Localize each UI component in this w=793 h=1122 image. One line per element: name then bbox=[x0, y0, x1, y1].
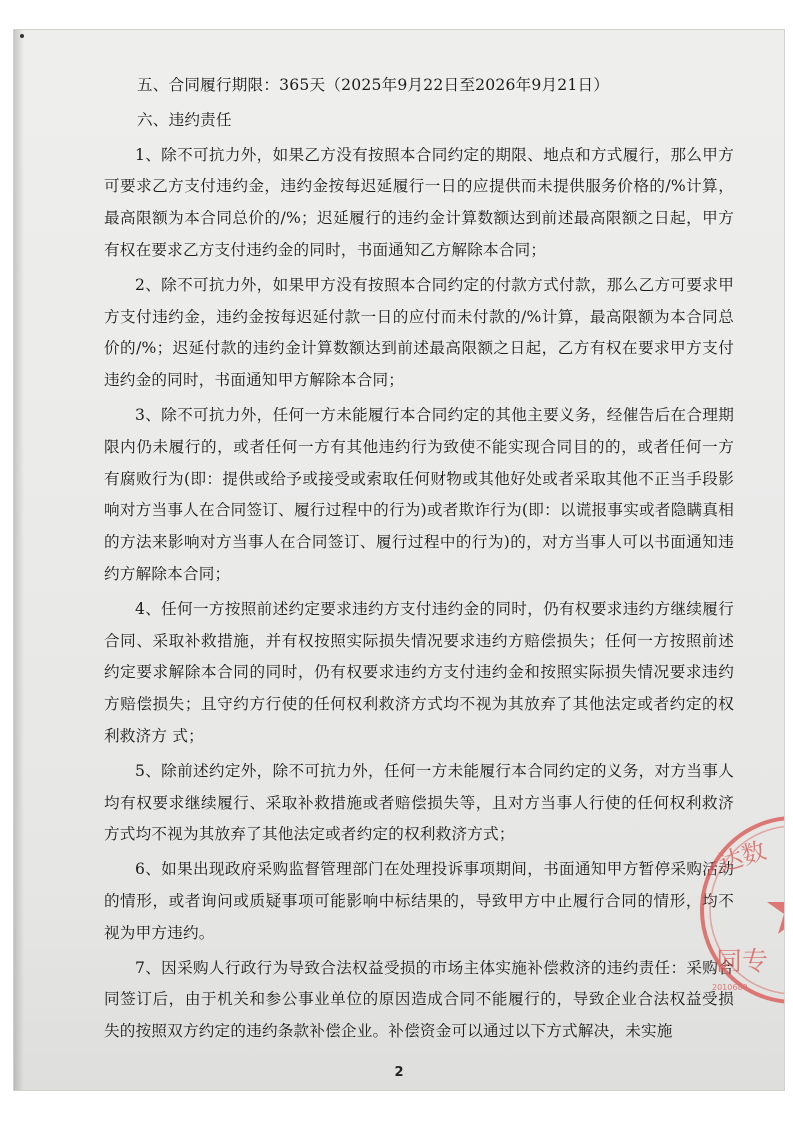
clause-paragraph-2: 2、除不可抗力外，如果甲方没有按照本合同约定的付款方式付款，那么乙方可要求甲方支付违约金，违约金按每迟延付款一日的应付而未付款的/%计算，最高限额为本合同总价的/%；迟延付款的违约金计算数额达到前述最高限额之日起，乙方有权在要求甲方支付违约金的同时，书面通知甲方解除本合同； bbox=[104, 275, 734, 390]
contract-term-heading: 五、合同履行期限：365天（2025年9月22日至2026年9月21日） bbox=[137, 76, 610, 94]
page-number: 2 bbox=[394, 1065, 404, 1080]
clause-paragraph-3: 3、除不可抗力外，任何一方未能履行本合同约定的其他主要义务，经催告后在合理期限内仍未履行的，或者任何一方有其他违约行为致使不能实现合同目的的，或者任何一方有腐败行为(即：提供或给予或接受或索取任何财物或其他好处或者采取其他不正当手段影响对方当事人在合同签订、履行过程中的行为)或者欺诈行为(即：以谎报事实或者隐瞒真相的方法来影响对方当事人在合同签订、履行过程中的行为)的，对方当事人可以书面通知违约方解除本合同； bbox=[104, 405, 734, 583]
clause-paragraph-6: 6、如果出现政府采购监督管理部门在处理投诉事项期间，书面通知甲方暂停采购活动的情形，或者询问或质疑事项可能影响中标结果的，导致甲方中止履行合同的情形，均不视为甲方违约。 bbox=[104, 860, 734, 942]
company-seal-stamp bbox=[694, 810, 784, 1010]
corner-mark bbox=[20, 34, 24, 38]
svg-text:2010680: 2010680 bbox=[712, 983, 748, 992]
clause-paragraph-1: 1、除不可抗力外，如果乙方没有按照本合同约定的期限、地点和方式履行，那么甲方可要求乙方支付违约金，违约金按每迟延履行一日的应提供而未提供服务价格的/%计算，最高限额为本合同总价的/%；迟延履行的违约金计算数额达到前述最高限额之日起，甲方有权在要求乙方支付违约金的同时，书面通知乙方解除本合同； bbox=[104, 145, 734, 259]
breach-liability-heading: 六、违约责任 bbox=[137, 110, 232, 129]
page-edge-shadow bbox=[14, 30, 24, 1090]
document-body bbox=[104, 70, 734, 1051]
scanned-document-photo bbox=[14, 30, 784, 1090]
clause-paragraph-7: 7、因采购人行政行为导致合法权益受损的市场主体实施补偿救济的违约责任：采购合同签订后，由于机关和参公事业单位的原因造成合同不能履行的，导致企业合法权益受损失的按照双方约定的违约条款补偿企业。补偿资金可以通过以下方式解决，未实施 bbox=[104, 958, 734, 1041]
svg-text:达数: 达数 bbox=[715, 836, 770, 878]
clause-paragraph-5: 5、除前述约定外，除不可抗力外，任何一方未能履行本合同约定的义务，对方当事人均有权要求继续履行、采取补救措施或者赔偿损失等，且对方当事人行使的任何权利救济方式均不视为其放弃了其他法定或者约定的权利救济方式； bbox=[104, 761, 734, 844]
clause-paragraph-4: 4、任何一方按照前述约定要求违约方支付违约金的同时，仍有权要求违约方继续履行合同、采取补救措施，并有权按照实际损失情况要求违约方赔偿损失；任何一方按照前述约定要求解除本合同的同时，仍有权要求违约方支付违约金和按照实际损失情况要求违约方赔偿损失；且守约方行使的任何权利救济方式均不视为其放弃了其他法定或者约定的权利救济方 式； bbox=[104, 599, 734, 745]
seal-star-icon bbox=[767, 882, 784, 934]
svg-text:同专: 同专 bbox=[716, 947, 769, 977]
